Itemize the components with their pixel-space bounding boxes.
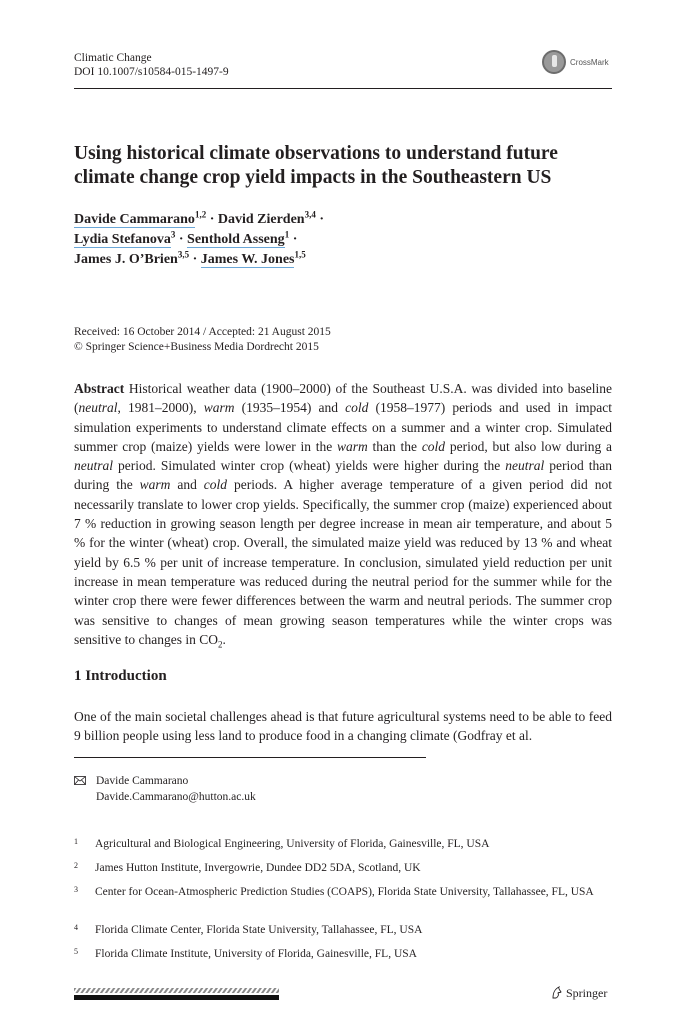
abstract-text: (1935–1954) and	[234, 400, 346, 416]
abstract-text: .	[222, 631, 226, 647]
author-name[interactable]: James W. Jones	[200, 252, 295, 267]
section-heading-introduction: 1 Introduction	[74, 668, 167, 684]
introduction-text: One of the main societal challenges ahead is that future agricultural systems need to be able to feed 9 billion people using less land to produce food in a changing climate (Godfray et al.	[74, 709, 612, 744]
journal-name: Climatic Change	[74, 52, 152, 64]
abstract-emph: neutral	[78, 400, 118, 416]
publication-dates	[74, 325, 331, 355]
author-list: Davide Cammarano$^{1,2}$ · David Zierden$^{3,4}$ · Lydia Stefanova$^3$ · Senthold Asseng$^1$ · James J. O’Brien$^{3,5}$ · James W. Jones$^{1,5}$	[74, 209, 325, 267]
abstract-text: period, but also low during a	[445, 438, 612, 454]
affiliation-number: 4	[74, 923, 78, 932]
abstract-text: period. Simulated winter crop (wheat) yields were higher during the	[113, 458, 506, 474]
affiliation-number: 2	[74, 861, 78, 870]
author-affil: 3	[170, 229, 176, 240]
corresponding-author: Davide Cammarano	[96, 775, 189, 787]
abstract-text: , 1981–2000),	[117, 400, 204, 416]
abstract-text: and	[170, 477, 204, 493]
affiliation-text: Agricultural and Biological Engineering, University of Florida, Gainesville, FL, USA	[95, 838, 490, 850]
affiliation-text: Florida Climate Center, Florida State University, Tallahassee, FL, USA	[95, 924, 423, 936]
publisher-name: Springer	[566, 986, 608, 1000]
abstract	[74, 379, 612, 649]
barcode-strip	[74, 988, 279, 1000]
author-name: James J. O’Brien	[74, 252, 178, 267]
footnote-rule	[74, 757, 426, 758]
abstract-text: period than during the	[74, 458, 613, 493]
abstract-emph: neutral	[74, 458, 113, 474]
springer-horse-icon	[551, 986, 563, 999]
affiliation-number: 5	[74, 947, 78, 956]
received-accepted: Received: 16 October 2014 / Accepted: 21 August 2015	[74, 326, 331, 338]
abstract-emph: cold	[203, 477, 228, 493]
affiliation-text: James Hutton Institute, Invergowrie, Dundee DD2 5DA, Scotland, UK	[95, 862, 421, 874]
author-name[interactable]: Davide Cammarano	[74, 212, 195, 227]
abstract-emph: warm	[337, 438, 368, 454]
copyright: © Springer Science+Business Media Dordrecht 2015	[74, 341, 319, 353]
affiliation-text: Florida Climate Institute, University of Florida, Gainesville, FL, USA	[95, 948, 417, 960]
envelope-icon	[74, 776, 86, 785]
co2-subscript: 2	[217, 639, 223, 650]
author-affil: 3,5	[177, 249, 190, 260]
crossmark-badge[interactable]	[542, 50, 622, 78]
author-affil: 3,4	[304, 209, 316, 220]
author-affil: 1,2	[194, 209, 207, 220]
crossmark-label: CrossMark	[570, 58, 609, 67]
abstract-emph: neutral	[505, 458, 545, 474]
doi[interactable]: DOI 10.1007/s10584-015-1497-9	[74, 66, 229, 78]
author-name: David Zierden	[217, 212, 305, 227]
abstract-label: Abstract	[74, 381, 125, 396]
abstract-emph: cold	[345, 400, 369, 416]
header-rule	[74, 88, 612, 89]
abstract-emph: cold	[421, 438, 446, 454]
author-name[interactable]: Senthold Asseng	[187, 232, 285, 247]
author-affil: 1	[284, 229, 290, 240]
abstract-text: Historical weather data (1900–2000) of the Southeast U.S.A. was divided into baseline (	[74, 381, 612, 416]
publisher-logo	[551, 986, 607, 1001]
affiliation-number: 3	[74, 885, 78, 894]
abstract-text: than the	[367, 438, 422, 454]
crossmark-icon	[542, 50, 566, 74]
affiliation-text: Center for Ocean-Atmospheric Prediction Studies (COAPS), Florida State University, Tallahassee, FL, USA	[95, 886, 594, 898]
author-affil: 1,5	[294, 249, 306, 260]
abstract-text: periods. A higher average temperature of a given period did not necessarily translate to lower crop yields. Specifically, the summer crop (maize) experienced about 7 % reduction in growing season length per degree increase in mean air temperature, and about 5 % for the winter (wheat) crop. Overall, the simulated maize yield was reduced by 13 % and wheat yield by 6.5 % per unit of increase temperature. In conclusion, simulated yield reduction per unit increase in mean temperature was reduced during the neutral period for the summer while for the winter crop there were fewer differences between the warm and neutral periods. The summer crop was sensitive to changes of mean growing season temperatures while the winter crops was sensitive to changes in CO	[74, 477, 612, 647]
abstract-emph: warm	[139, 477, 171, 493]
abstract-emph: warm	[203, 400, 235, 416]
author-name[interactable]: Lydia Stefanova	[74, 232, 171, 247]
affiliation-number: 1	[74, 837, 78, 846]
corresponding-email[interactable]: Davide.Cammarano@hutton.ac.uk	[96, 791, 256, 803]
journal-header	[74, 51, 229, 79]
paper-title: Using historical climate observations to understand future climate change crop yield impacts in the Southeastern US	[74, 143, 558, 188]
abstract-text: (1958–1977) periods and used in impact simulation experiments to understand climate effects on a summer and a winter crop. Simulated summer crop (maize) yields were lower in the	[74, 400, 613, 454]
